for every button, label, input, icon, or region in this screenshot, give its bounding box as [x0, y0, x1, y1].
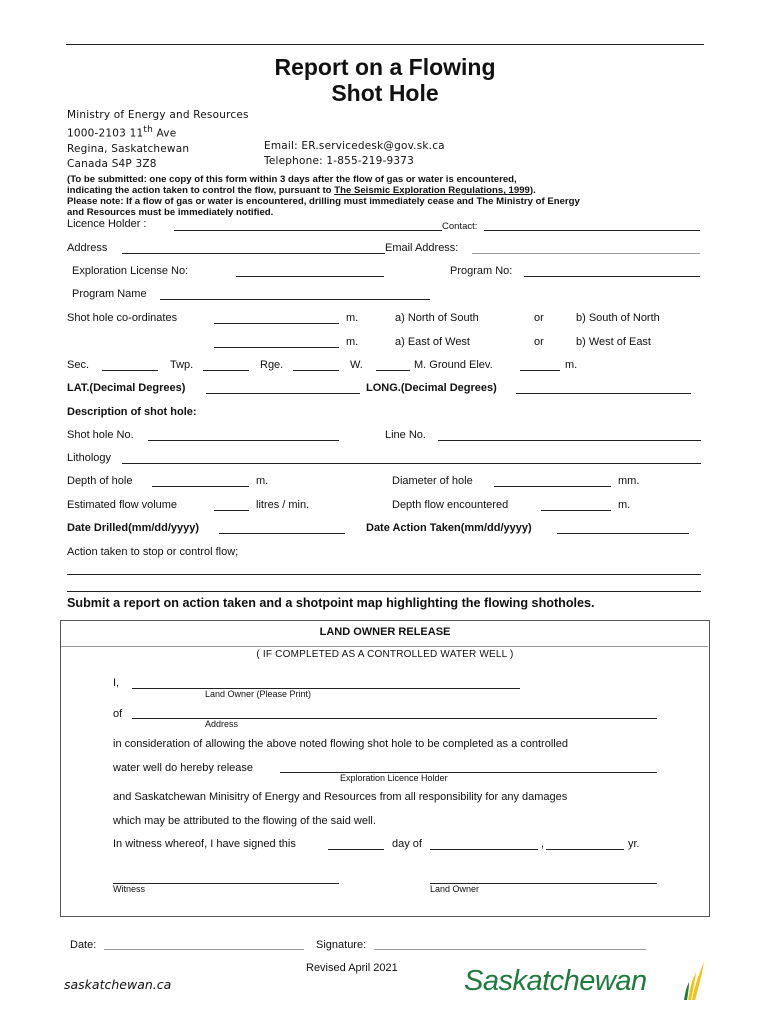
address-label: Address: [67, 242, 108, 254]
lithology-label: Lithology: [67, 452, 112, 464]
latitude-label: LAT.(Decimal Degrees): [67, 382, 186, 394]
website-text: saskatchewan.ca: [64, 977, 172, 992]
rge-field[interactable]: [293, 370, 339, 371]
licence-holder-field[interactable]: [174, 230, 442, 231]
depth-of-hole-label: Depth of hole: [67, 475, 133, 487]
signed-month-field[interactable]: [430, 849, 538, 850]
email-address-label: Email Address:: [385, 242, 459, 254]
exploration-license-label: Exploration License No:: [72, 265, 189, 277]
or-label: or: [534, 336, 544, 348]
action-taken-label: Action taken to stop or control flow;: [67, 546, 239, 558]
notice-line-1: (To be submitted: one copy of this form within 3 days after the flow of gas or water is encountered,: [67, 174, 517, 185]
sec-field[interactable]: [102, 370, 158, 371]
ministry-contact: [264, 139, 445, 169]
shot-hole-coordinates-label: Shot hole co-ordinates: [67, 312, 178, 324]
saskatchewan-logo-text: Saskatchewan: [464, 965, 647, 997]
footer-date-field[interactable]: [104, 949, 304, 950]
date-drilled-field[interactable]: [219, 533, 345, 534]
twp-label: Twp.: [170, 359, 194, 371]
program-no-field[interactable]: [524, 276, 700, 277]
diameter-of-hole-label: Diameter of hole: [392, 475, 473, 487]
rge-label: Rge.: [260, 359, 284, 371]
address-field[interactable]: [122, 253, 385, 254]
footer-date-label: Date:: [70, 939, 97, 951]
estimated-flow-label: Estimated flow volume: [67, 499, 178, 511]
unit-m: m.: [346, 336, 359, 348]
ministry-city: Regina, Saskatchewan: [67, 142, 190, 155]
day-of-label: day of: [392, 838, 422, 850]
depth-flow-field[interactable]: [541, 510, 611, 511]
title-line-2: Shot Hole: [331, 80, 439, 106]
ground-elev-label: M. Ground Elev.: [414, 359, 493, 371]
east-of-west-option[interactable]: a) East of West: [395, 336, 470, 348]
notice-line-2: indicating the action taken to control the flow, pursuant to The Seismic Exploration Regulations, 1999).: [67, 185, 536, 196]
north-of-south-option[interactable]: a) North of South: [395, 312, 479, 324]
depth-of-hole-field[interactable]: [152, 486, 249, 487]
ministry-address: [67, 108, 249, 172]
licence-holder-label: Licence Holder :: [67, 218, 147, 230]
w-field[interactable]: [376, 370, 410, 371]
unit-m: m.: [618, 499, 631, 511]
longitude-label: LONG.(Decimal Degrees): [366, 382, 497, 394]
ministry-country: Canada S4P 3Z8: [67, 157, 157, 170]
shot-hole-no-field[interactable]: [148, 440, 339, 441]
ministry-telephone: Telephone: 1-855-219-9373: [264, 155, 415, 167]
date-drilled-label: Date Drilled(mm/dd/yyyy): [67, 522, 200, 534]
ministry-name: Ministry of Energy and Resources: [67, 109, 249, 121]
sec-label: Sec.: [67, 359, 90, 371]
witness-whereof-text: In witness whereof, I have signed this: [113, 838, 296, 850]
line-no-label: Line No.: [385, 429, 426, 441]
attributed-text: which may be attributed to the flowing of the said well.: [113, 815, 376, 827]
land-owner-caption: Land Owner: [430, 884, 480, 894]
release-i-label: I,: [113, 677, 120, 689]
or-label: or: [534, 312, 544, 324]
notice-line-4: and Resources must be immediately notified.: [67, 207, 274, 218]
program-name-label: Program Name: [72, 288, 147, 300]
unit-m: m.: [565, 359, 578, 371]
address-caption: Address: [205, 719, 239, 729]
footer-signature-field[interactable]: [374, 949, 646, 950]
diameter-of-hole-field[interactable]: [494, 486, 611, 487]
release-heading: LAND OWNER RELEASE: [319, 626, 451, 638]
contact-label: Contact:: [442, 221, 478, 232]
coordinate-ns-field[interactable]: [214, 323, 339, 324]
page-title: [0, 54, 770, 106]
date-comma: ,: [541, 838, 545, 850]
revised-date: Revised April 2021: [306, 962, 398, 974]
coordinate-ew-field[interactable]: [214, 347, 339, 348]
w-label: W.: [350, 359, 363, 371]
release-responsibility-text: and Saskatchewan Minisitry of Energy and Resources from all responsibility for any damages: [113, 791, 568, 803]
wheat-logo-icon: [678, 958, 710, 1002]
lithology-field[interactable]: [122, 463, 701, 464]
latitude-field[interactable]: [206, 393, 360, 394]
twp-field[interactable]: [203, 370, 249, 371]
footer-signature-label: Signature:: [316, 939, 367, 951]
regulations-link: The Seismic Exploration Regulations, 1999: [334, 185, 530, 196]
estimated-flow-field[interactable]: [214, 510, 249, 511]
south-of-north-option[interactable]: b) South of North: [576, 312, 660, 324]
title-line-1: Report on a Flowing: [274, 54, 496, 80]
line-no-field[interactable]: [438, 440, 701, 441]
action-taken-line-1[interactable]: [67, 574, 701, 575]
witness-caption: Witness: [113, 884, 146, 894]
action-taken-line-2[interactable]: [67, 591, 701, 592]
release-of-label: of: [113, 708, 123, 720]
signed-year-field[interactable]: [546, 849, 624, 850]
ministry-email: Email: ER.servicedesk@gov.sk.ca: [264, 140, 445, 152]
yr-label: yr.: [628, 838, 640, 850]
depth-flow-label: Depth flow encountered: [392, 499, 509, 511]
date-action-field[interactable]: [557, 533, 689, 534]
land-owner-name-field[interactable]: [132, 688, 520, 689]
notice-line-3: Please note: If a flow of gas or water is encountered, drilling must immediately cease and The Ministry of Energy: [67, 196, 580, 207]
unit-m: m.: [346, 312, 359, 324]
signed-day-field[interactable]: [328, 849, 384, 850]
unit-mm: mm.: [618, 475, 640, 487]
ministry-street: 1000-2103 11th Ave: [67, 125, 177, 140]
contact-field[interactable]: [484, 230, 700, 231]
submission-notice: [67, 174, 580, 218]
shot-hole-no-label: Shot hole No.: [67, 429, 134, 441]
witness-signature-field[interactable]: [113, 883, 339, 884]
date-action-label: Date Action Taken(mm/dd/yyyy): [366, 522, 532, 534]
email-address-field[interactable]: [472, 253, 700, 254]
release-subheading: ( IF COMPLETED AS A CONTROLLED WATER WELL ): [256, 649, 514, 660]
exploration-holder-caption: Exploration Licence Holder: [340, 773, 448, 783]
exploration-license-field[interactable]: [236, 276, 384, 277]
program-no-label: Program No:: [450, 265, 513, 277]
top-rule: [66, 44, 704, 45]
longitude-field[interactable]: [516, 393, 691, 394]
land-owner-print-caption: Land Owner (Please Print): [205, 689, 312, 699]
exploration-holder-field[interactable]: [280, 772, 657, 773]
release-header-divider: [61, 646, 708, 647]
program-name-field[interactable]: [160, 299, 430, 300]
ground-elev-field[interactable]: [520, 370, 560, 371]
litres-unit: litres / min.: [256, 499, 310, 511]
description-heading: Description of shot hole:: [67, 406, 197, 418]
unit-m: m.: [256, 475, 269, 487]
consideration-text: in consideration of allowing the above noted flowing shot hole to be completed as a controlled: [113, 738, 568, 750]
submit-report-note: Submit a report on action taken and a shotpoint map highlighting the flowing shotholes.: [67, 596, 595, 610]
west-of-east-option[interactable]: b) West of East: [576, 336, 651, 348]
water-well-text: water well do hereby release: [113, 762, 254, 774]
